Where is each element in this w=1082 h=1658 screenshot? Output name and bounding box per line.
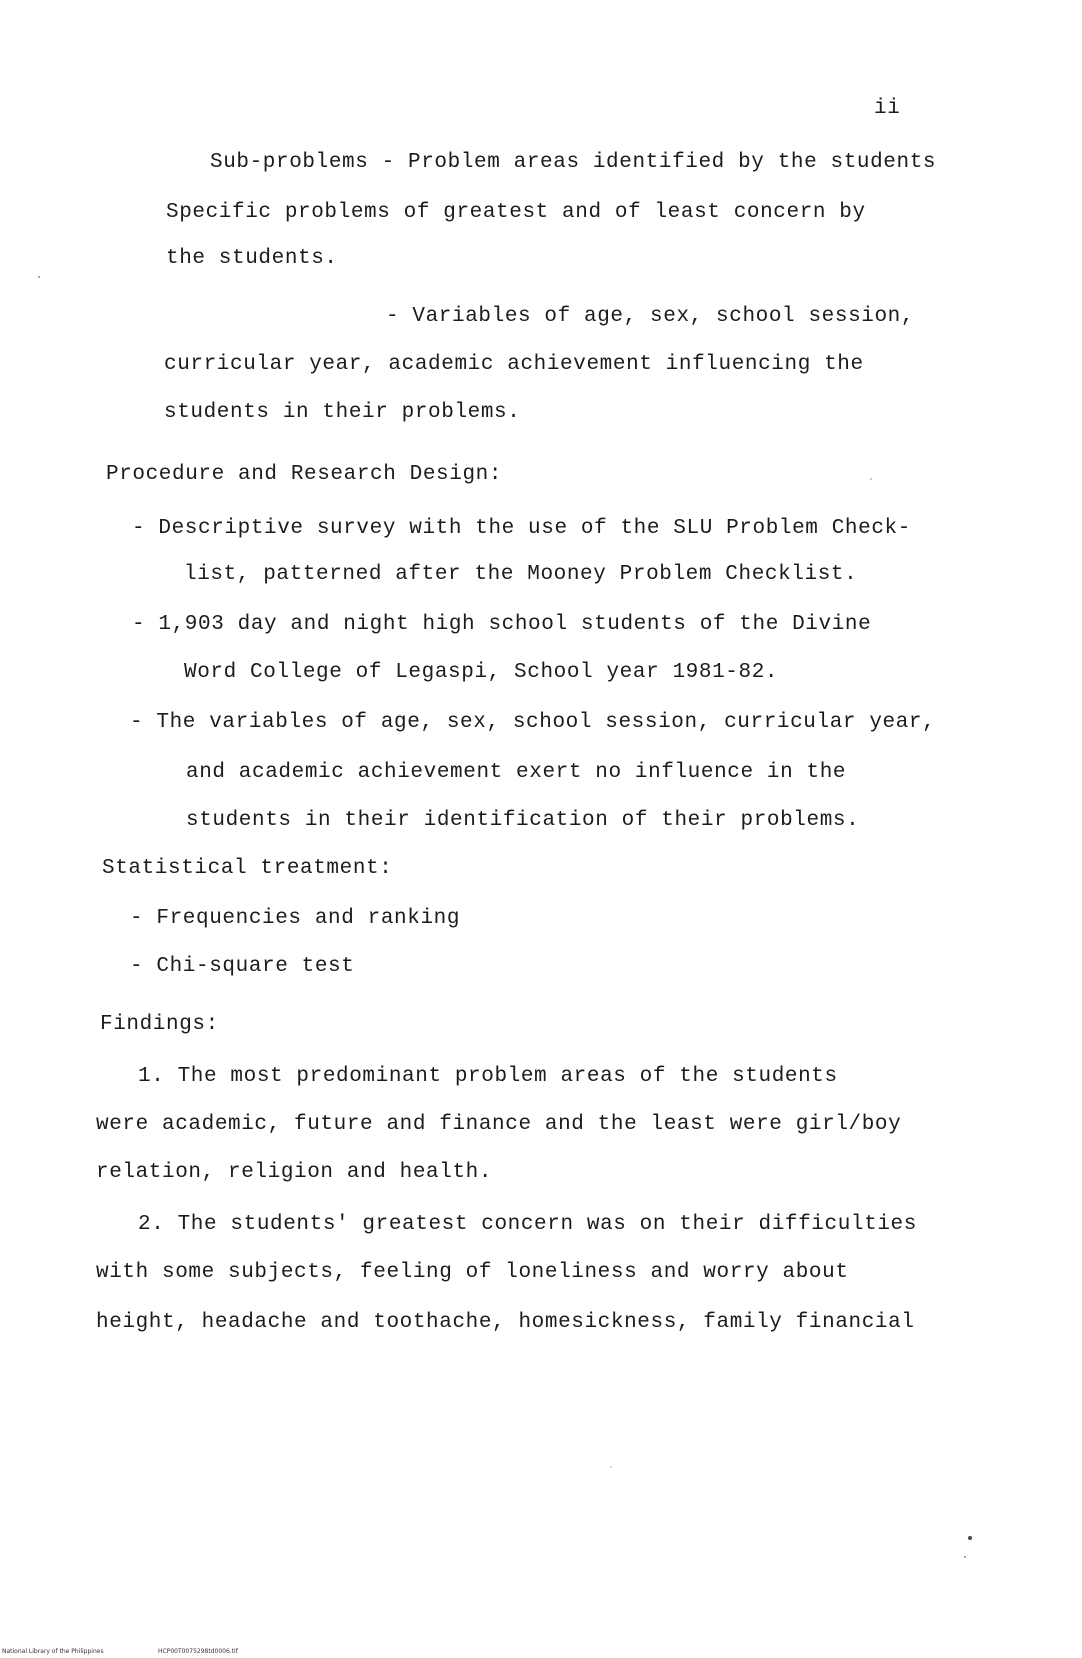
text-line: curricular year, academic achievement influencing the: [164, 353, 864, 376]
text-line: height, headache and toothache, homesickness, family financial: [96, 1311, 915, 1334]
section-heading: Findings:: [100, 1013, 219, 1036]
section-heading: Statistical treatment:: [102, 857, 393, 880]
text-line: - 1,903 day and night high school students of the Divine: [132, 613, 872, 636]
text-line: Sub-problems - Problem areas identified by the students: [210, 151, 937, 174]
text-line: Specific problems of greatest and of least concern by: [166, 201, 866, 224]
text-line: 1. The most predominant problem areas of the students: [138, 1065, 838, 1088]
footer-file-id: HCP00T0075298td0006.tif: [158, 1648, 238, 1655]
text-line: 2. The students' greatest concern was on their difficulties: [138, 1213, 917, 1236]
scan-speck: [610, 1466, 612, 1468]
scan-speck: [964, 1556, 966, 1558]
text-line: and academic achievement exert no influence in the: [186, 761, 847, 784]
page-number: ii: [874, 97, 901, 120]
text-line: - Variables of age, sex, school session,: [386, 305, 915, 328]
text-line: - Chi-square test: [130, 955, 355, 978]
scan-speck: [968, 1536, 972, 1540]
text-line: list, patterned after the Mooney Problem Checklist.: [184, 563, 858, 586]
text-line: - The variables of age, sex, school session, curricular year,: [130, 711, 936, 734]
text-line: - Descriptive survey with the use of the SLU Problem Check-: [132, 517, 911, 540]
footer-library: National Library of the Philippines: [2, 1648, 104, 1655]
scan-speck: [870, 478, 872, 480]
scan-speck: [38, 276, 40, 278]
text-line: students in their problems.: [164, 401, 521, 424]
text-line: with some subjects, feeling of loneliness and worry about: [96, 1261, 849, 1284]
section-heading: Procedure and Research Design:: [106, 463, 503, 486]
text-line: the students.: [166, 247, 338, 270]
text-line: were academic, future and finance and the least were girl/boy: [96, 1113, 902, 1136]
text-line: - Frequencies and ranking: [130, 907, 461, 930]
text-line: relation, religion and health.: [96, 1161, 493, 1184]
text-line: students in their identification of their problems.: [186, 809, 860, 832]
text-line: Word College of Legaspi, School year 1981-82.: [184, 661, 779, 684]
